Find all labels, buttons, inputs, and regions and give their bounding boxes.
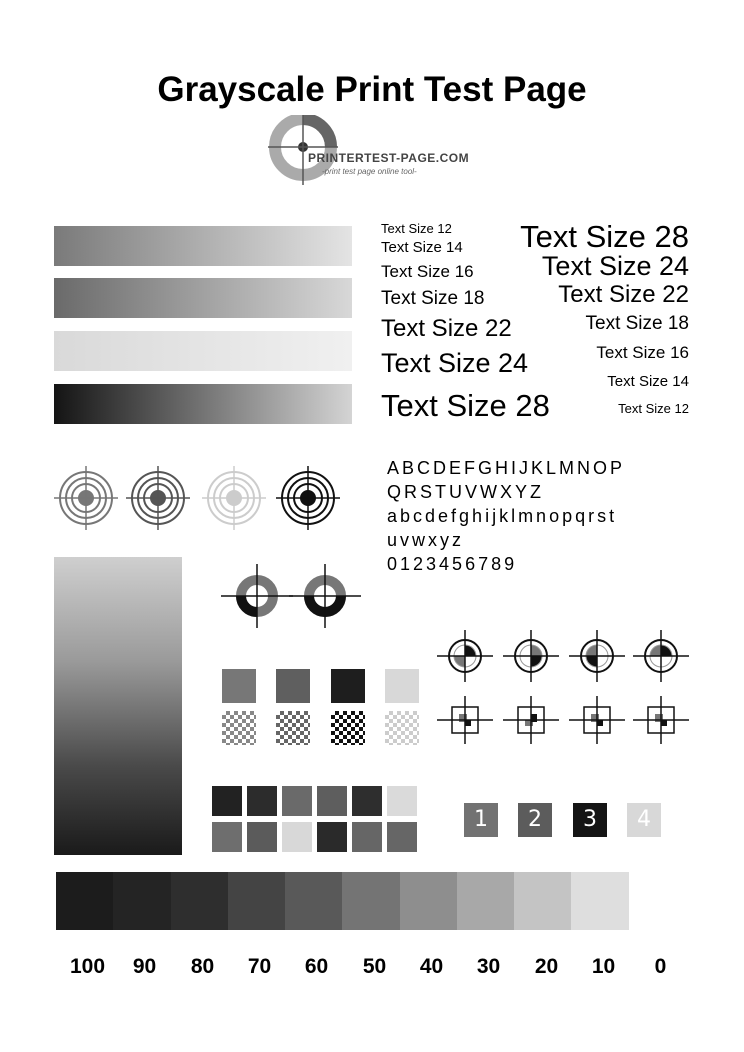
grid-square [282, 786, 312, 816]
grid-square [247, 822, 277, 852]
step-label: 60 [304, 955, 329, 978]
square-crosshair-1-icon [437, 696, 493, 744]
grid-square [352, 822, 382, 852]
swatch-2 [276, 669, 310, 703]
text-size-left-28: Text Size 28 [381, 388, 550, 423]
text-size-right-22: Text Size 22 [558, 281, 689, 308]
vertical-gradient [54, 557, 182, 855]
crosshair-marks [437, 628, 692, 748]
text-size-left-12: Text Size 12 [381, 221, 452, 236]
logo-tagline: -print test page online tool- [322, 167, 417, 176]
text-size-left-24: Text Size 24 [381, 348, 529, 378]
step-60 [285, 872, 342, 930]
concentric-targets [52, 466, 352, 530]
grid-square [212, 822, 242, 852]
text-size-right-28: Text Size 28 [520, 219, 689, 254]
circle-crosshair-2-icon [503, 630, 559, 682]
step-label: 10 [591, 955, 616, 978]
number-box-4: 4 [627, 803, 661, 837]
circle-crosshair-4-icon [633, 630, 689, 682]
step-10 [571, 872, 628, 930]
alphabet-lower-2: uvwxyz [387, 530, 465, 550]
grid-square [247, 786, 277, 816]
swatch-4 [385, 669, 419, 703]
step-100 [56, 872, 113, 930]
page-title: Grayscale Print Test Page [157, 70, 587, 109]
text-size-left-16: Text Size 16 [381, 262, 474, 281]
grid-square [387, 786, 417, 816]
target-4-icon [276, 466, 340, 530]
step-label: 50 [362, 955, 387, 978]
site-logo [268, 115, 488, 185]
swatch-1 [222, 669, 256, 703]
grayscale-step-bar [56, 872, 686, 930]
checker-4 [385, 711, 419, 745]
gradient-bar-2 [54, 278, 352, 318]
logo-text: PRINTERTEST-PAGE.COM [308, 151, 470, 165]
grid-square [282, 822, 312, 852]
square-crosshair-4-icon [633, 696, 689, 744]
alphabet-lower-1: abcdefghijklmnopqrst [387, 506, 618, 526]
step-label: 100 [69, 955, 106, 978]
number-box-3: 3 [573, 803, 607, 837]
ring-mark-2-icon [289, 564, 361, 628]
step-label: 30 [476, 955, 501, 978]
step-40 [400, 872, 457, 930]
number-box-1: 1 [464, 803, 498, 837]
text-size-left-18: Text Size 18 [381, 288, 485, 309]
grid-square [212, 786, 242, 816]
target-1-icon [54, 466, 118, 530]
step-20 [514, 872, 571, 930]
step-label: 70 [247, 955, 272, 978]
grid-square [387, 822, 417, 852]
step-0 [629, 872, 686, 930]
step-70 [228, 872, 285, 930]
text-size-right-18: Text Size 18 [585, 313, 689, 334]
step-label: 40 [419, 955, 444, 978]
step-50 [342, 872, 399, 930]
gradient-bar-3 [54, 331, 352, 371]
grid-square [317, 786, 347, 816]
text-size-left-22: Text Size 22 [381, 315, 512, 342]
ring-mark-1-icon [221, 564, 293, 628]
gradient-bar-1 [54, 226, 352, 266]
swatch-3 [331, 669, 365, 703]
text-size-right-12: Text Size 12 [618, 401, 689, 416]
gradient-bar-4 [54, 384, 352, 424]
text-size-left-14: Text Size 14 [381, 239, 463, 256]
step-30 [457, 872, 514, 930]
circle-crosshair-1-icon [437, 630, 493, 682]
grid-square [352, 786, 382, 816]
step-label: 90 [132, 955, 157, 978]
alphabet-upper-2: QRSTUVWXYZ [387, 482, 545, 502]
step-80 [171, 872, 228, 930]
text-size-right-24: Text Size 24 [541, 251, 689, 281]
target-2-icon [126, 466, 190, 530]
alphabet-upper-1: ABCDEFGHIJKLMNOP [387, 458, 626, 478]
number-box-2: 2 [518, 803, 552, 837]
checker-1 [222, 711, 256, 745]
text-size-right-16: Text Size 16 [596, 343, 689, 362]
square-crosshair-3-icon [569, 696, 625, 744]
target-3-icon [202, 466, 266, 530]
checker-2 [276, 711, 310, 745]
step-label: 80 [190, 955, 215, 978]
step-label: 0 [654, 955, 667, 978]
alphabet-digits: 0123456789 [387, 554, 518, 574]
grid-square [317, 822, 347, 852]
step-label: 20 [534, 955, 559, 978]
text-size-right-14: Text Size 14 [607, 373, 689, 390]
step-labels [56, 955, 686, 985]
checker-3 [331, 711, 365, 745]
square-crosshair-2-icon [503, 696, 559, 744]
step-90 [113, 872, 170, 930]
registration-rings [220, 564, 365, 630]
circle-crosshair-3-icon [569, 630, 625, 682]
